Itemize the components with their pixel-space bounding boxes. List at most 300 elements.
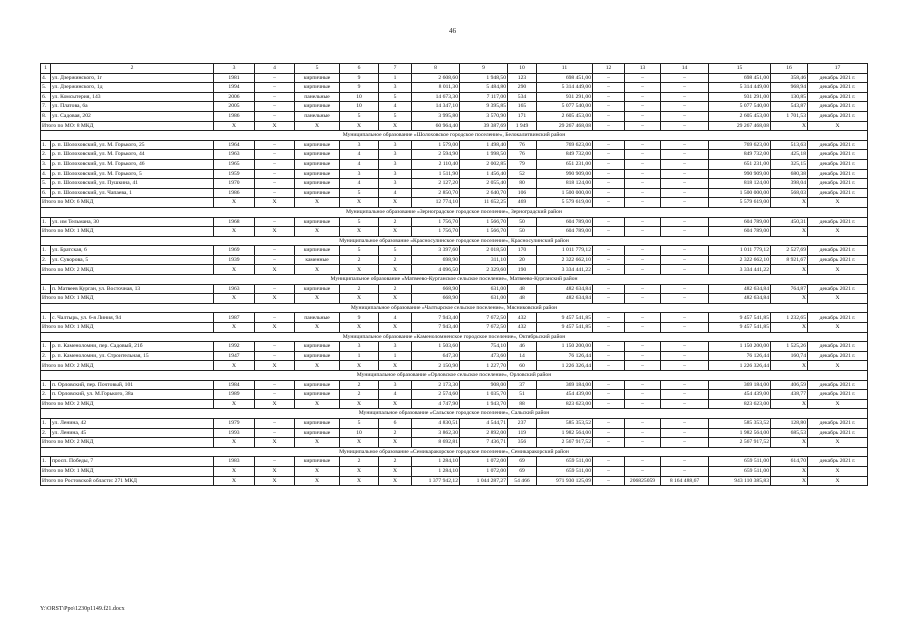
table-cell: 1 756,70 (412, 227, 460, 237)
total-row (41, 294, 868, 304)
table-cell: 4. (41, 73, 51, 83)
table-cell: X (379, 294, 412, 304)
table-cell: 1 227,70 (460, 361, 508, 371)
table-cell: X (340, 294, 379, 304)
table-cell: 1 525,26 (771, 342, 808, 352)
table-cell: 5 (340, 418, 379, 428)
table-cell: 50 (508, 217, 537, 227)
table-row (41, 351, 868, 361)
table-cell: – (625, 428, 661, 438)
table-cell: – (661, 294, 709, 304)
table-cell: 406,59 (771, 380, 808, 390)
table-cell: – (661, 457, 709, 467)
table-cell: 818 124,00 (709, 179, 771, 189)
table-cell: 3 (379, 83, 412, 93)
table-cell: – (255, 217, 295, 227)
table-cell: 1964 (214, 140, 255, 150)
table-cell: 170 (508, 246, 537, 256)
table-cell: 88 (508, 399, 537, 409)
table-cell: декабрь 2021 г. (808, 217, 868, 227)
table-cell: – (661, 390, 709, 400)
table-cell: 398,04 (771, 179, 808, 189)
table-cell: X (255, 198, 295, 208)
table-cell: 60 (508, 361, 537, 371)
table-cell: 2. (41, 255, 51, 265)
table-row (41, 83, 868, 93)
table-cell: 1 (379, 73, 412, 83)
table-cell: декабрь 2021 г. (808, 342, 868, 352)
table-cell: 2 329,60 (460, 265, 508, 275)
table-cell: X (808, 438, 868, 448)
table-cell: 123 (508, 73, 537, 83)
table-cell: кирпичные (295, 418, 340, 428)
total-row (41, 361, 868, 371)
table-cell: 369 184,00 (537, 380, 593, 390)
table-cell: 698,90 (412, 255, 460, 265)
table-cell: 51 (508, 390, 537, 400)
table-cell: – (661, 169, 709, 179)
table-cell: 119 (508, 428, 537, 438)
table-cell: 206825059 (625, 476, 661, 486)
section-heading-row (41, 447, 868, 457)
table-cell: 37 (508, 380, 537, 390)
section-heading: Муниципальное образование «Чалтырское сельское поселение», Мясниковский район (41, 303, 868, 313)
table-cell: 8. (41, 111, 51, 121)
table-cell: 1 011 779,12 (709, 246, 771, 256)
table-cell: X (255, 466, 295, 476)
table-cell: кирпичные (295, 217, 340, 227)
table-cell: 20 (508, 255, 537, 265)
table-cell: 1 284,10 (412, 466, 460, 476)
table-cell: 3 (379, 140, 412, 150)
table-cell: – (593, 294, 625, 304)
table-cell: 7 436,71 (460, 438, 508, 448)
table-cell: кирпичные (295, 284, 340, 294)
table-cell: 2 605 453,00 (537, 111, 593, 121)
table-cell: – (625, 294, 661, 304)
table-cell: 2. (41, 390, 51, 400)
table-cell: – (625, 140, 661, 150)
table-row (41, 342, 868, 352)
table-cell: декабрь 2021 г. (808, 179, 868, 189)
table-row (41, 169, 868, 179)
table-cell: 2. (41, 351, 51, 361)
table-cell: 2 018,50 (460, 246, 508, 256)
table-cell: 2 (379, 457, 412, 467)
table-cell: 473,60 (460, 351, 508, 361)
table-cell: X (255, 227, 295, 237)
table-cell: 769 623,00 (537, 140, 593, 150)
table-cell: 12 774,10 (412, 198, 460, 208)
table-cell: 651 231,00 (537, 159, 593, 169)
table-cell: – (255, 390, 295, 400)
table-cell: X (295, 198, 340, 208)
table-cell: X (379, 121, 412, 131)
table-cell: декабрь 2021 г. (808, 159, 868, 169)
table-cell: 604 789,00 (709, 217, 771, 227)
table-cell: 4. (41, 169, 51, 179)
table-cell: 450,31 (771, 217, 808, 227)
table-cell: X (808, 476, 868, 486)
table-cell: 3 (379, 380, 412, 390)
table-cell: X (340, 265, 379, 275)
table-cell: – (625, 390, 661, 400)
table-cell: 685,53 (771, 428, 808, 438)
table-cell: – (255, 342, 295, 352)
table-cell: 651 231,00 (709, 159, 771, 169)
section-heading-row (41, 303, 868, 313)
table-cell: X (379, 227, 412, 237)
table-cell: р. п. Шолоховский, ул. М. Горького, 46 (51, 159, 214, 169)
table-cell: 3 (340, 140, 379, 150)
table-cell: 69 (508, 457, 537, 467)
table-cell: – (661, 351, 709, 361)
table-cell: кирпичные (295, 140, 340, 150)
table-cell: 3 (379, 150, 412, 160)
table-cell: – (661, 227, 709, 237)
section-heading-row (41, 275, 868, 285)
table-cell: X (255, 121, 295, 131)
table-cell: 2 173,30 (412, 380, 460, 390)
table-cell: 5 (340, 217, 379, 227)
table-cell: 5. (41, 179, 51, 189)
column-number-cell: 3 (214, 64, 255, 74)
table-cell: 358,46 (771, 73, 808, 83)
table-row (41, 246, 868, 256)
column-number-cell: 10 (508, 64, 537, 74)
table-cell: X (295, 265, 340, 275)
table-cell: X (214, 265, 255, 275)
table-cell: 454 439,00 (537, 390, 593, 400)
table-cell: – (255, 159, 295, 169)
table-cell: ул. им Тельмана, 30 (51, 217, 214, 227)
table-row (41, 457, 868, 467)
table-cell: 2 150,90 (412, 361, 460, 371)
table-cell: 1 566,70 (460, 227, 508, 237)
table-cell: 6. (41, 188, 51, 198)
table-cell: 2 640,70 (460, 188, 508, 198)
table-cell: – (593, 418, 625, 428)
table-cell: – (593, 380, 625, 390)
table-cell: 543,87 (771, 102, 808, 112)
table-cell: – (625, 351, 661, 361)
table-cell: 1969 (214, 246, 255, 256)
table-cell: – (255, 150, 295, 160)
table-cell: X (379, 198, 412, 208)
table-row (41, 380, 868, 390)
table-cell: 425,18 (771, 150, 808, 160)
column-number-cell: 8 (412, 64, 460, 74)
table-cell: X (771, 466, 808, 476)
table-cell: 2 127,20 (412, 179, 460, 189)
table-cell: 76 (508, 140, 537, 150)
table-cell: X (295, 476, 340, 486)
table-cell: 7 672,50 (460, 313, 508, 323)
table-cell: X (255, 361, 295, 371)
table-cell: 1979 (214, 418, 255, 428)
table-cell: 2 (379, 428, 412, 438)
table-cell: ул. Комсытерия, 143 (51, 92, 214, 102)
table-cell: X (340, 323, 379, 333)
table-cell: 7 117,00 (460, 92, 508, 102)
total-label: Итого по МО: 1 МКД (41, 466, 214, 476)
table-cell: X (340, 466, 379, 476)
table-cell: X (771, 476, 808, 486)
table-cell: – (255, 92, 295, 102)
table-cell: 4 (340, 150, 379, 160)
section-heading-row (41, 371, 868, 381)
table-cell: 1. (41, 246, 51, 256)
table-cell: 2 (340, 380, 379, 390)
table-cell: – (593, 102, 625, 112)
table-cell: с. Чалтырь, ул. 6-я Линия, 94 (51, 313, 214, 323)
table-cell: кирпичные (295, 457, 340, 467)
table-cell: 1984 (214, 380, 255, 390)
table-cell: X (340, 198, 379, 208)
table-cell: 931 291,00 (709, 92, 771, 102)
table-cell: 7 943,40 (412, 323, 460, 333)
table-cell: X (340, 227, 379, 237)
table-cell: 1993 (214, 428, 255, 438)
table-cell: – (625, 466, 661, 476)
column-number-cell: 7 (379, 64, 412, 74)
table-cell: 5 (340, 111, 379, 121)
table-cell: 968,94 (771, 83, 808, 93)
table-cell: – (661, 428, 709, 438)
table-cell: 698 451,00 (537, 73, 593, 83)
table-cell: 1 500 000,00 (709, 188, 771, 198)
table-cell: – (625, 83, 661, 93)
table-cell: 1 011 779,12 (537, 246, 593, 256)
table-cell: 29 267 468,08 (537, 121, 593, 131)
table-cell: 10 (340, 92, 379, 102)
table-cell: 128,80 (771, 418, 808, 428)
table-cell: декабрь 2021 г. (808, 380, 868, 390)
table-cell: – (625, 361, 661, 371)
table-cell: 3 862,30 (412, 428, 460, 438)
table-cell: 3 (379, 179, 412, 189)
section-heading: Муниципальное образование «Семикаракорское городское поселение», Семикаракорский район (41, 447, 868, 457)
table-cell: 2 608,60 (412, 73, 460, 83)
table-cell: X (214, 466, 255, 476)
table-cell: – (593, 255, 625, 265)
table-cell: X (214, 227, 255, 237)
table-cell: X (214, 361, 255, 371)
table-cell: декабрь 2021 г. (808, 92, 868, 102)
table-cell: – (625, 102, 661, 112)
table-cell: 69 (508, 466, 537, 476)
table-cell: 7 672,50 (460, 323, 508, 333)
table-cell: 9 457 541,85 (537, 323, 593, 333)
table-cell: кирпичные (295, 179, 340, 189)
table-cell: 1986 (214, 111, 255, 121)
table-cell: 2 567 917,52 (709, 438, 771, 448)
table-cell: 1 948,50 (460, 73, 508, 83)
table-cell: ул. Платова, 6а (51, 102, 214, 112)
table-cell: 2 (340, 255, 379, 265)
table-row (41, 102, 868, 112)
table-cell: X (295, 323, 340, 333)
table-cell: р. п. Шолоховский, ул. Чапаева, 1 (51, 188, 214, 198)
table-cell: X (808, 227, 868, 237)
table-cell: – (661, 418, 709, 428)
table-cell: – (661, 380, 709, 390)
table-cell: 659 511,00 (537, 466, 593, 476)
table-cell: – (593, 179, 625, 189)
table-cell: 2 574,60 (412, 390, 460, 400)
table-cell: 4 (379, 313, 412, 323)
table-cell: декабрь 2021 г. (808, 313, 868, 323)
table-cell: – (625, 169, 661, 179)
table-cell: панельные (295, 111, 340, 121)
table-cell: – (593, 111, 625, 121)
table-cell: 585 353,52 (537, 418, 593, 428)
table-cell: – (593, 361, 625, 371)
table-cell: – (593, 227, 625, 237)
table-cell: 4 830,51 (412, 418, 460, 428)
table-cell: – (661, 217, 709, 227)
table-cell: 369 184,00 (709, 380, 771, 390)
table-cell: 7 943,40 (412, 313, 460, 323)
table-cell: 1 701,53 (771, 111, 808, 121)
table-cell: – (625, 92, 661, 102)
table-cell: – (661, 140, 709, 150)
table-cell: X (808, 294, 868, 304)
table-cell: 2005 (214, 102, 255, 112)
table-cell: – (593, 428, 625, 438)
table-cell: – (625, 265, 661, 275)
table-cell: 971 930 125,09 (537, 476, 593, 486)
table-cell: 2 (379, 255, 412, 265)
table-cell: – (625, 217, 661, 227)
footer-file-path: Y:\ORST\Ppo\1230p1149.f21.docx (40, 606, 125, 612)
table-cell: – (625, 380, 661, 390)
table-cell: 10 (340, 102, 379, 112)
total-row (41, 227, 868, 237)
table-cell: 14 347,10 (412, 102, 460, 112)
table-cell: 237 (508, 418, 537, 428)
table-cell: 2 (340, 390, 379, 400)
table-cell: X (214, 399, 255, 409)
table-cell: 3 (340, 342, 379, 352)
table-cell: X (771, 399, 808, 409)
table-cell: 1 232,65 (771, 313, 808, 323)
table-cell: – (625, 255, 661, 265)
total-label: Итого по МО: 2 МКД (41, 361, 214, 371)
table-row (41, 159, 868, 169)
table-cell: 1947 (214, 351, 255, 361)
table-cell: 1994 (214, 83, 255, 93)
table-cell: 1 566,70 (460, 217, 508, 227)
table-cell: 647,30 (412, 351, 460, 361)
table-cell: 4 747,90 (412, 399, 460, 409)
table-cell: – (625, 179, 661, 189)
table-cell: 568,03 (771, 188, 808, 198)
table-cell: 3 995,80 (412, 111, 460, 121)
table-row (41, 188, 868, 198)
table-cell: 482 634,84 (709, 284, 771, 294)
table-cell: 9 457 541,85 (709, 313, 771, 323)
table-cell: кирпичные (295, 351, 340, 361)
table-cell: 39 387,69 (460, 121, 508, 131)
table-cell: – (593, 217, 625, 227)
table-cell: 2 055,40 (460, 179, 508, 189)
column-number-cell: 13 (625, 64, 661, 74)
table-cell: 2 (340, 284, 379, 294)
table-cell: декабрь 2021 г. (808, 169, 868, 179)
table-cell: 1968 (214, 217, 255, 227)
table-cell: – (593, 159, 625, 169)
table-cell: 7. (41, 102, 51, 112)
table-cell: 1986 (214, 188, 255, 198)
table-cell: 4 544,71 (460, 418, 508, 428)
total-label: Итого по МО: 1 МКД (41, 227, 214, 237)
table-cell: р. п. Шолоховский, ул. М. Горького, 44 (51, 150, 214, 160)
table-cell: 2 567 917,52 (537, 438, 593, 448)
table-cell: 1 982 564,00 (709, 428, 771, 438)
table-cell: X (255, 438, 295, 448)
table-cell: X (295, 466, 340, 476)
table-cell: – (593, 121, 625, 131)
table-cell: декабрь 2021 г. (808, 83, 868, 93)
table-cell: 1963 (214, 150, 255, 160)
table-row (41, 217, 868, 227)
section-heading-row (41, 332, 868, 342)
table-cell: – (661, 179, 709, 189)
table-cell: – (625, 438, 661, 448)
table-cell: – (661, 342, 709, 352)
table-cell: 4 096,50 (412, 265, 460, 275)
table-cell: – (661, 150, 709, 160)
table-cell: X (771, 361, 808, 371)
table-cell: 482 634,84 (537, 294, 593, 304)
table-cell: ул. Дзержинского, 1г (51, 73, 214, 83)
table-row (41, 390, 868, 400)
table-row (41, 92, 868, 102)
table-cell: 5. (41, 83, 51, 93)
table-cell: 1. (41, 217, 51, 227)
table-cell: – (255, 418, 295, 428)
table-cell: 1 044 287,27 (460, 476, 508, 486)
table-cell: 3 (379, 159, 412, 169)
table-cell: – (661, 102, 709, 112)
table-cell: 2 527,69 (771, 246, 808, 256)
table-cell: 2 594,90 (412, 150, 460, 160)
table-cell: 1 150 200,00 (709, 342, 771, 352)
table-cell: X (808, 466, 868, 476)
table-cell: 432 (508, 313, 537, 323)
table-cell: кирпичные (295, 73, 340, 83)
table-cell: просп. Победы, 7 (51, 457, 214, 467)
table-cell: 8 011,30 (412, 83, 460, 93)
table-cell: 668,90 (412, 294, 460, 304)
table-cell: кирпичные (295, 150, 340, 160)
table-cell: декабрь 2021 г. (808, 418, 868, 428)
table-cell: – (255, 351, 295, 361)
table-cell: X (379, 265, 412, 275)
table-cell: 5 (379, 246, 412, 256)
total-row (41, 466, 868, 476)
table-cell: – (255, 380, 295, 390)
table-cell: X (340, 399, 379, 409)
column-number-cell: 15 (709, 64, 771, 74)
table-cell: 2006 (214, 92, 255, 102)
table-cell: X (255, 476, 295, 486)
table-cell: 311,10 (460, 255, 508, 265)
section-heading: Муниципальное образование «Матвеево-Курганское сельское поселение», Матвеево-Курганский район (41, 275, 868, 285)
table-cell: X (771, 294, 808, 304)
table-cell: – (661, 255, 709, 265)
